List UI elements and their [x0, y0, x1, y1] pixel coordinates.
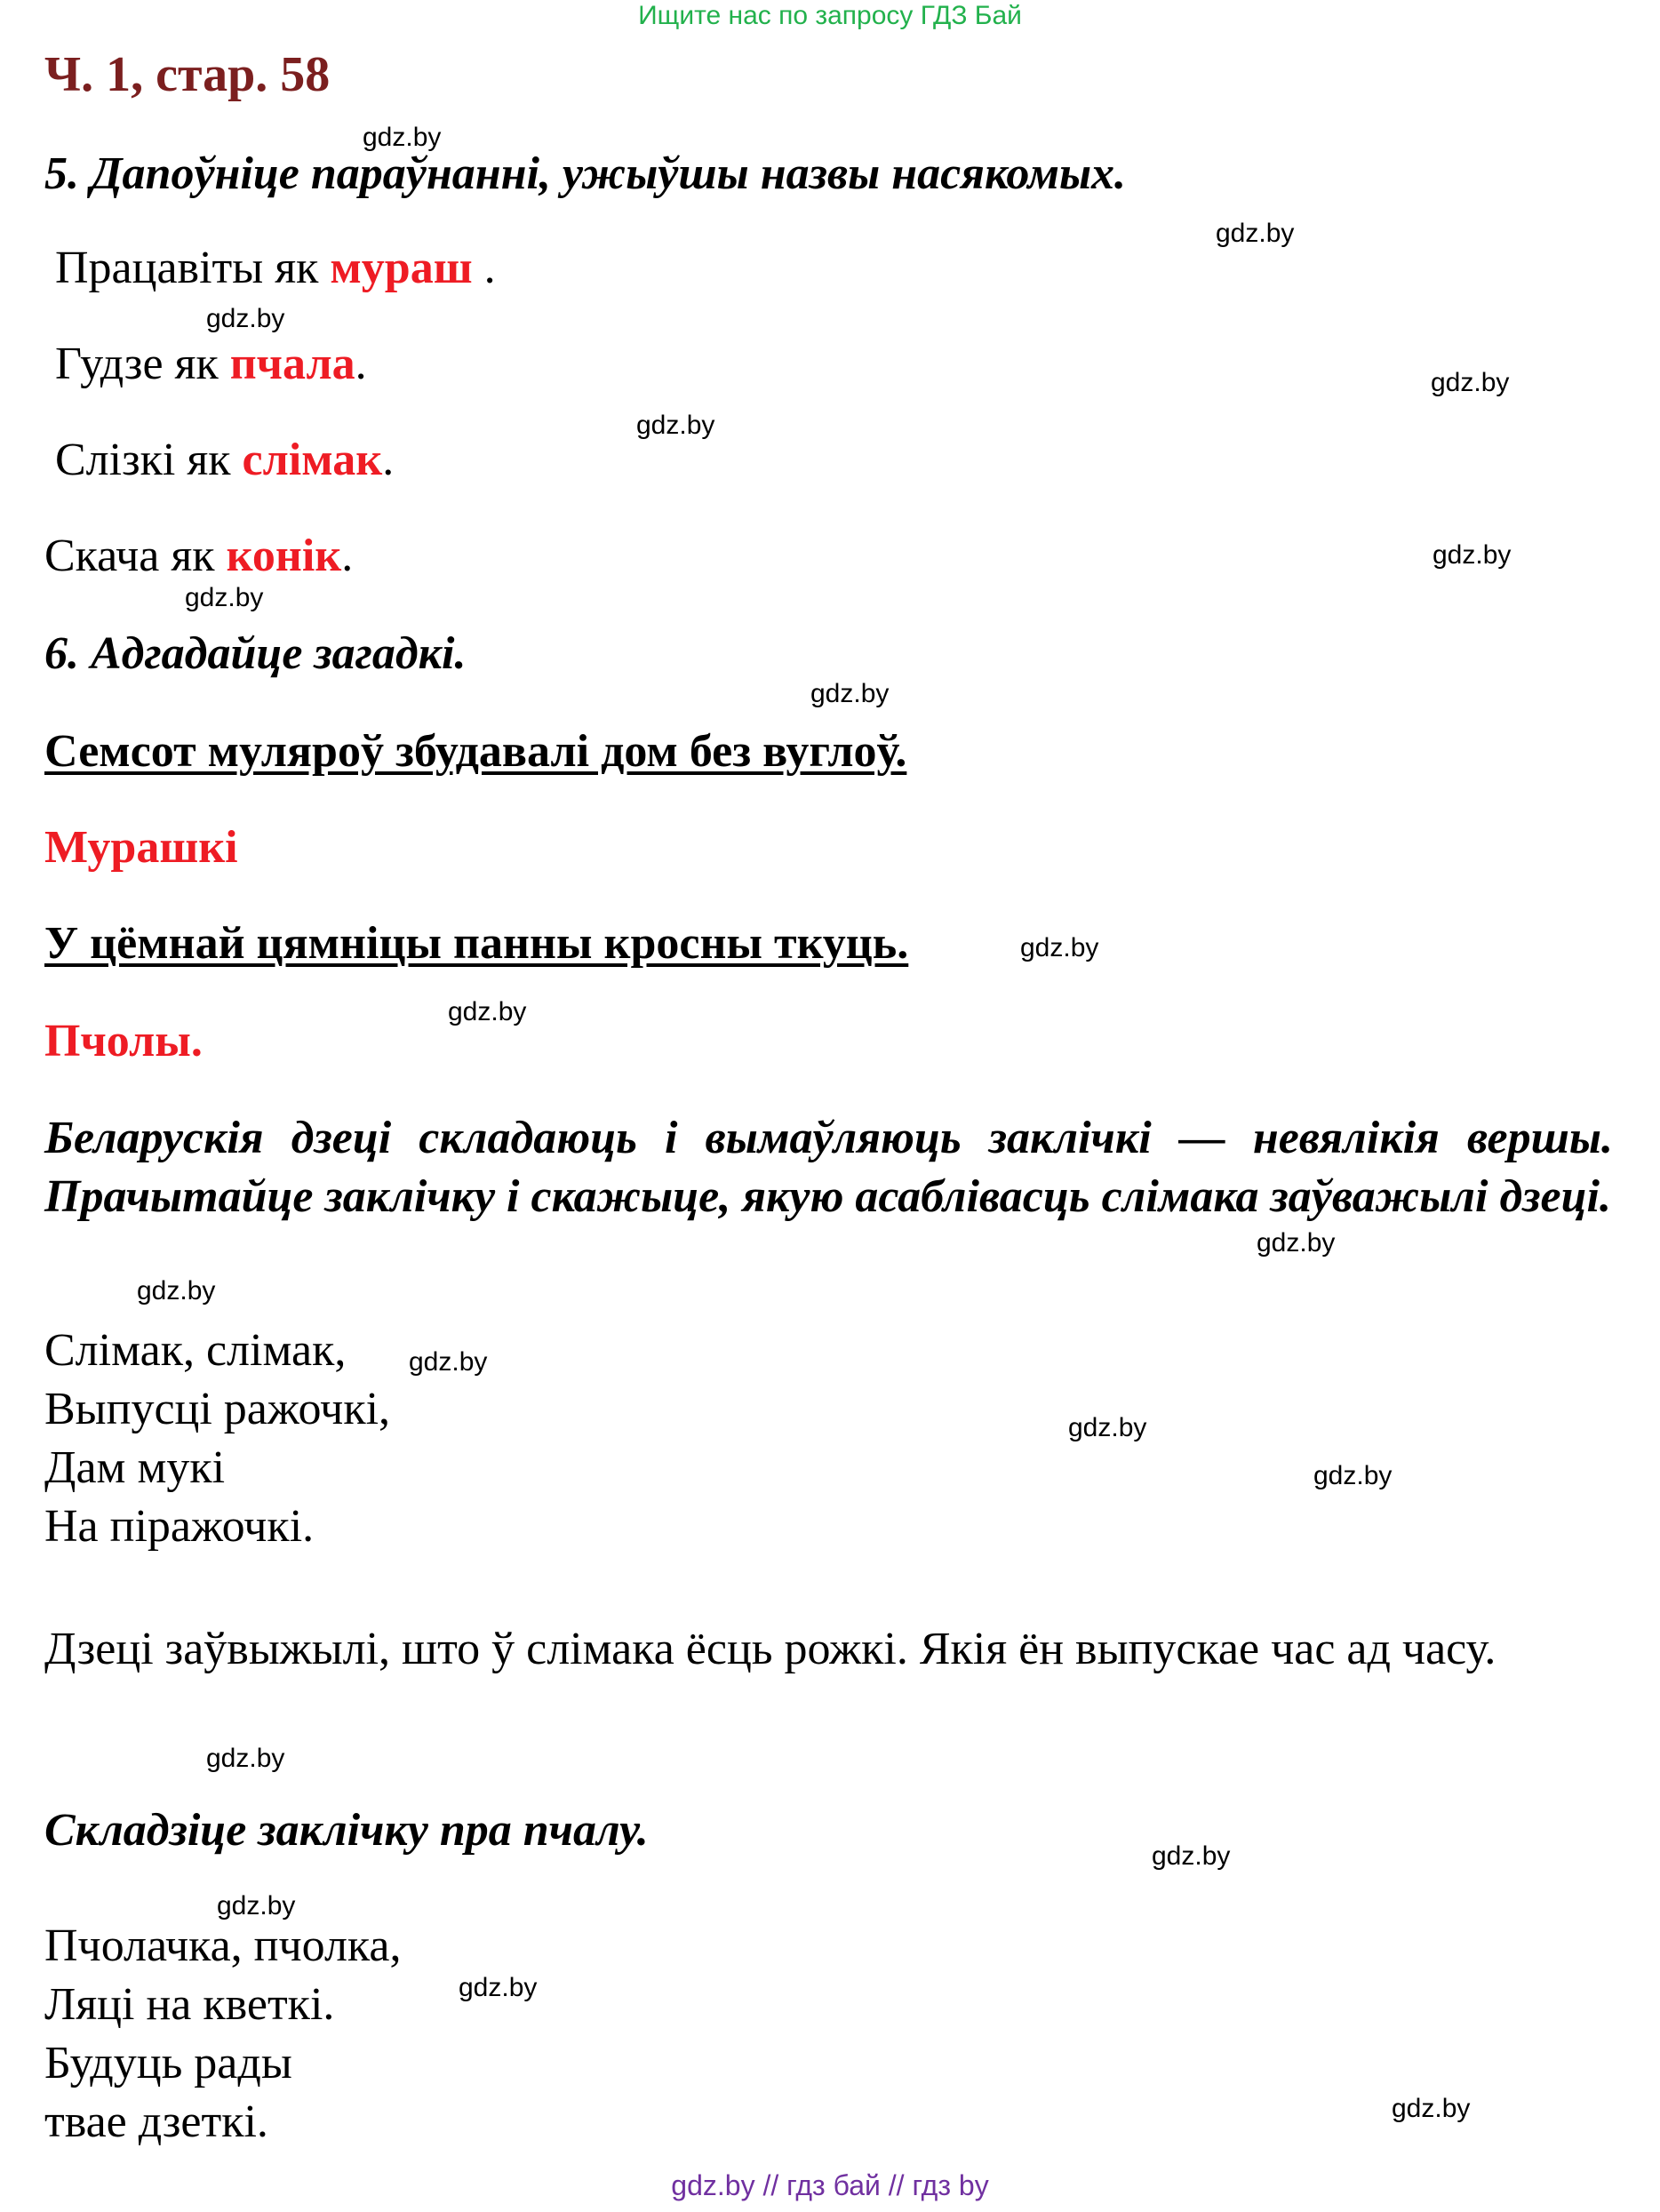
- top-banner[interactable]: Ищите нас по запросу ГДЗ Бай: [638, 1, 1022, 30]
- watermark: gdz.by: [1068, 1413, 1147, 1442]
- watermark: gdz.by: [1152, 1841, 1231, 1871]
- watermark: gdz.by: [1216, 219, 1295, 248]
- poem2-line-4: твае дзеткі.: [44, 2096, 268, 2147]
- riddle-answer-2: Пчолы.: [44, 1016, 203, 1066]
- task7-heading: Беларускія дзеці складаюць і вымаўляюць заклічкі — невялікія вершы. Прачытайце заклічку і скажыце, якую асаблівасць слімака заўважылі дзеці.: [44, 1113, 1613, 1222]
- comparison-answer: конік: [226, 531, 342, 581]
- watermark: gdz.by: [206, 1744, 285, 1773]
- watermark: gdz.by: [137, 1276, 216, 1306]
- comparison-answer: слімак: [242, 435, 383, 485]
- comparison-suffix: .: [382, 435, 395, 485]
- watermark: gdz.by: [363, 123, 442, 152]
- watermark: gdz.by: [1313, 1461, 1393, 1490]
- watermark: gdz.by: [636, 411, 715, 440]
- watermark: gdz.by: [810, 679, 890, 708]
- comparison-suffix: .: [472, 243, 496, 293]
- footer-links[interactable]: gdz.by // гдз бай // гдз by: [671, 2169, 989, 2201]
- comparison-prefix: Гудзе як: [55, 339, 230, 389]
- poem1-line-1: Слімак, слімак,: [44, 1325, 347, 1376]
- watermark: gdz.by: [1392, 2094, 1471, 2123]
- riddle-answer-1: Мурашкі: [44, 822, 238, 873]
- watermark: gdz.by: [1020, 933, 1099, 962]
- watermark: gdz.by: [448, 997, 527, 1026]
- poem2-line-1: Пчолачка, пчолка,: [44, 1921, 402, 1971]
- comparison-line-3: [55, 434, 394, 487]
- poem1-line-2: Выпусці ражочкі,: [44, 1384, 391, 1434]
- comparison-suffix: .: [355, 339, 367, 389]
- comparison-prefix: Скача як: [44, 531, 227, 581]
- watermark: gdz.by: [217, 1891, 296, 1921]
- comparison-line-4: [44, 530, 353, 583]
- watermark: gdz.by: [1433, 540, 1512, 570]
- poem1-line-4: На піражочкі.: [44, 1501, 315, 1552]
- watermark: gdz.by: [409, 1347, 488, 1377]
- task8-heading: Складзіце заклічку пра пчалу.: [44, 1805, 649, 1856]
- poem2-line-3: Будуць рады: [44, 2038, 292, 2088]
- comparison-prefix: Працавіты як: [55, 243, 331, 293]
- comparison-answer: мураш: [330, 243, 473, 293]
- riddle-2: У цёмнай цямніцы панны кросны ткуць.: [44, 918, 909, 969]
- page-title: Ч. 1, стар. 58: [44, 47, 331, 102]
- comparison-prefix: Слізкі як: [55, 435, 243, 485]
- comparison-answer: пчала: [229, 339, 355, 389]
- comparison-line-2: [55, 338, 367, 391]
- watermark: gdz.by: [1257, 1228, 1336, 1258]
- watermark: gdz.by: [185, 583, 264, 612]
- watermark: gdz.by: [459, 1973, 538, 2002]
- task6-heading: 6. Адгадайце загадкі.: [44, 628, 467, 679]
- riddle-1: Семсот муляроў збудавалі дом без вуглоў.: [44, 726, 907, 777]
- watermark: gdz.by: [1431, 368, 1510, 397]
- comparison-line-1: [55, 242, 496, 295]
- comparison-suffix: .: [341, 531, 354, 581]
- poem2-line-2: Ляці на кветкі.: [44, 1979, 335, 2030]
- poem1-line-3: Дам мукі: [44, 1442, 226, 1493]
- task5-heading: 5. Дапоўніце параўнанні, ужыўшы назвы насякомых.: [44, 148, 1127, 199]
- task7-answer: Дзеці заўвыжылі, што ў слімака ёсць рожкі. Якія ён выпускае час ад часу.: [44, 1624, 1496, 1674]
- watermark: gdz.by: [206, 304, 285, 333]
